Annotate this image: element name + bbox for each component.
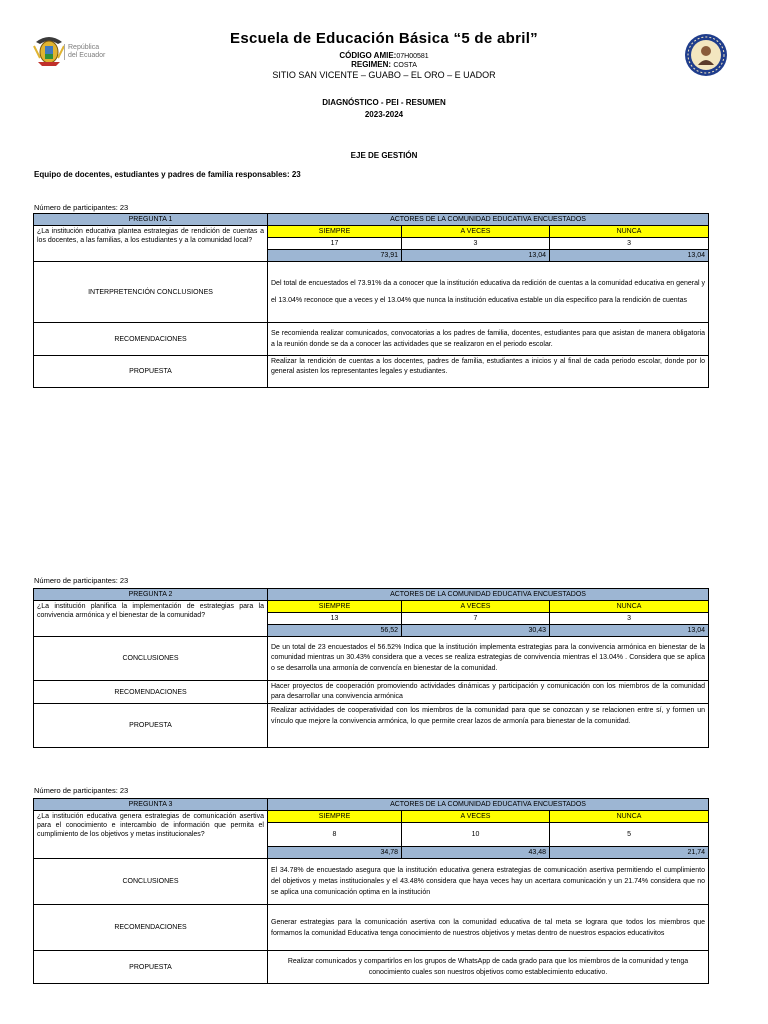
codigo-value: 07H00581	[396, 53, 429, 60]
option-nunca: NUNCA	[550, 601, 709, 613]
regimen-value: COSTA	[393, 62, 417, 69]
row-label: CONCLUSIONES	[34, 637, 268, 681]
row-text: Del total de encuestados el 73.91% da a conocer que la institución educativa da redición de cuentas a la comunidad educativa en general y el 13.04% reconoce que a veces y el 13.04% que nunca la institución educativa estable un día especifico para la rendición de cuentas	[268, 262, 709, 323]
count-siempre: 8	[268, 823, 402, 847]
pregunta-label: PREGUNTA 3	[34, 799, 268, 811]
codigo-amie	[0, 51, 768, 60]
logo-text-ecuador: del Ecuador	[68, 52, 106, 59]
logo-text-republica: República	[68, 44, 100, 51]
percent-a-veces: 43,48	[402, 847, 550, 859]
question-text: ¿La institución educativa genera estrategias de comunicación asertiva para el conocimiento e intercambio de información que permita el cumplimiento de los objetivos y metas institucionales?	[34, 811, 268, 859]
row-text: Realizar actividades de cooperatividad con los miembros de la comunidad para que se conozcan y se relacionen entre sí, y formen un vínculo que mejore la convivencia armónica, lo que permite crear lazos de armonía para bienestar de la comunidad.	[268, 704, 709, 748]
actores-label: ACTORES DE LA COMUNIDAD EDUCATIVA ENCUESTADOS	[268, 589, 709, 601]
row-label: PROPUESTA	[34, 356, 268, 388]
eje-gestion: EJE DE GESTIÓN	[350, 151, 418, 160]
percent-siempre: 34,78	[268, 847, 402, 859]
question-text: ¿La institución educativa plantea estrategias de rendición de cuentas a los docentes, a las familias, a los estudiantes y a la comunidad local?	[34, 226, 268, 262]
count-a-veces: 10	[402, 823, 550, 847]
row-text: Se recomienda realizar comunicados, convocatorias a los padres de familia, docentes, estudiantes para que asistan de manera obligatoria a la reunión donde se da a conocer las actividades que se realizaron en el periodo escolar.	[268, 323, 709, 356]
pregunta-label: PREGUNTA 2	[34, 589, 268, 601]
question-table-1	[33, 213, 709, 388]
percent-nunca: 13,04	[550, 250, 709, 262]
count-a-veces: 3	[402, 238, 550, 250]
row-text: Realizar la rendición de cuentas a los docentes, padres de familia, estudiantes a inicios y al final de cada periodo escolar, donde por lo general asisten los representantes legales y estudiantes.	[268, 356, 709, 388]
option-nunca: NUNCA	[550, 226, 709, 238]
percent-a-veces: 13,04	[402, 250, 550, 262]
row-text: De un total de 23 encuestados el 56.52% Indica que la institución implementa estrategias para la convivencia armónica en bienestar de la comunidad mientras un 30.43% considera que a veces se realiza estrategias de convivencia mientras el 13.04% . Considera que se aplica o se desarrolla una armonía de convencía en bienestar de la comunidad.	[268, 637, 709, 681]
team-responsables: Equipo de docentes, estudiantes y padres de familia responsables: 23	[34, 170, 301, 179]
option-a-veces: A VECES	[402, 811, 550, 823]
count-siempre: 13	[268, 613, 402, 625]
question-text: ¿La institución planifica la implementación de estrategias para la convivencia armónica y el bienestar de la comunidad?	[34, 601, 268, 637]
count-siempre: 17	[268, 238, 402, 250]
count-nunca: 3	[550, 238, 709, 250]
actores-label: ACTORES DE LA COMUNIDAD EDUCATIVA ENCUESTADOS	[268, 214, 709, 226]
option-a-veces: A VECES	[402, 601, 550, 613]
participants-1: Número de participantes: 23	[34, 203, 129, 212]
participants-3: Número de participantes: 23	[34, 786, 129, 795]
option-nunca: NUNCA	[550, 811, 709, 823]
question-table-3	[33, 798, 709, 984]
option-a-veces: A VECES	[402, 226, 550, 238]
row-label: RECOMENDACIONES	[34, 323, 268, 356]
participants-2: Número de participantes: 23	[34, 576, 129, 585]
year: 2023-2024	[364, 110, 404, 119]
row-text: Realizar comunicados y compartirlos en los grupos de WhatsApp de cada grado para que los miembros de la comunidad y tenga conocimiento cuales son nuestros objetivos como establecimiento educativo.	[268, 951, 709, 984]
count-nunca: 5	[550, 823, 709, 847]
option-siempre: SIEMPRE	[268, 811, 402, 823]
question-table-2	[33, 588, 709, 748]
count-nunca: 3	[550, 613, 709, 625]
row-label: CONCLUSIONES	[34, 859, 268, 905]
option-siempre: SIEMPRE	[268, 601, 402, 613]
actores-label: ACTORES DE LA COMUNIDAD EDUCATIVA ENCUESTADOS	[268, 799, 709, 811]
school-title: Escuela de Educación Básica “5 de abril”	[230, 30, 538, 47]
option-siempre: SIEMPRE	[268, 226, 402, 238]
row-label: PROPUESTA	[34, 704, 268, 748]
percent-siempre: 73,91	[268, 250, 402, 262]
row-text: Hacer proyectos de cooperación promoviendo actividades dinámicas y participación y comunicación con los miembros de la comunidad para desarrollar una convivencia armónica	[268, 681, 709, 704]
regimen	[0, 60, 768, 69]
row-label: INTERPRETENCIÓN CONCLUSIONES	[34, 262, 268, 323]
percent-nunca: 13,04	[550, 625, 709, 637]
regimen-label: REGIMEN:	[351, 60, 392, 69]
percent-a-veces: 30,43	[402, 625, 550, 637]
count-a-veces: 7	[402, 613, 550, 625]
row-text: El 34.78% de encuestado asegura que la institución educativa genera estrategias de comunicación asertiva permitiendo el cumplimiento del objetivos y metas institucionales y el 43.48% considera que haya veces hay un acertara comunicación y un 21.74% considera que no se aplica una comunicación optima en la institución	[268, 859, 709, 905]
codigo-label: CÓDIGO AMIE:	[339, 51, 397, 60]
row-text: Generar estrategias para la comunicación asertiva con la comunidad educativa de tal meta se lograra que todos los miembros que formamos la comunidad Educativa tenga conocimiento de nuestros objetivos y metas dentro de nuestros espacios educativitos	[268, 905, 709, 951]
percent-siempre: 56,52	[268, 625, 402, 637]
row-label: RECOMENDACIONES	[34, 681, 268, 704]
row-label: PROPUESTA	[34, 951, 268, 984]
location: SITIO SAN VICENTE – GUABO – EL ORO – E UADOR	[272, 70, 496, 80]
pregunta-label: PREGUNTA 1	[34, 214, 268, 226]
percent-nunca: 21,74	[550, 847, 709, 859]
diagnostico-title: DIAGNÓSTICO - PEI - RESUMEN	[322, 98, 446, 107]
row-label: RECOMENDACIONES	[34, 905, 268, 951]
